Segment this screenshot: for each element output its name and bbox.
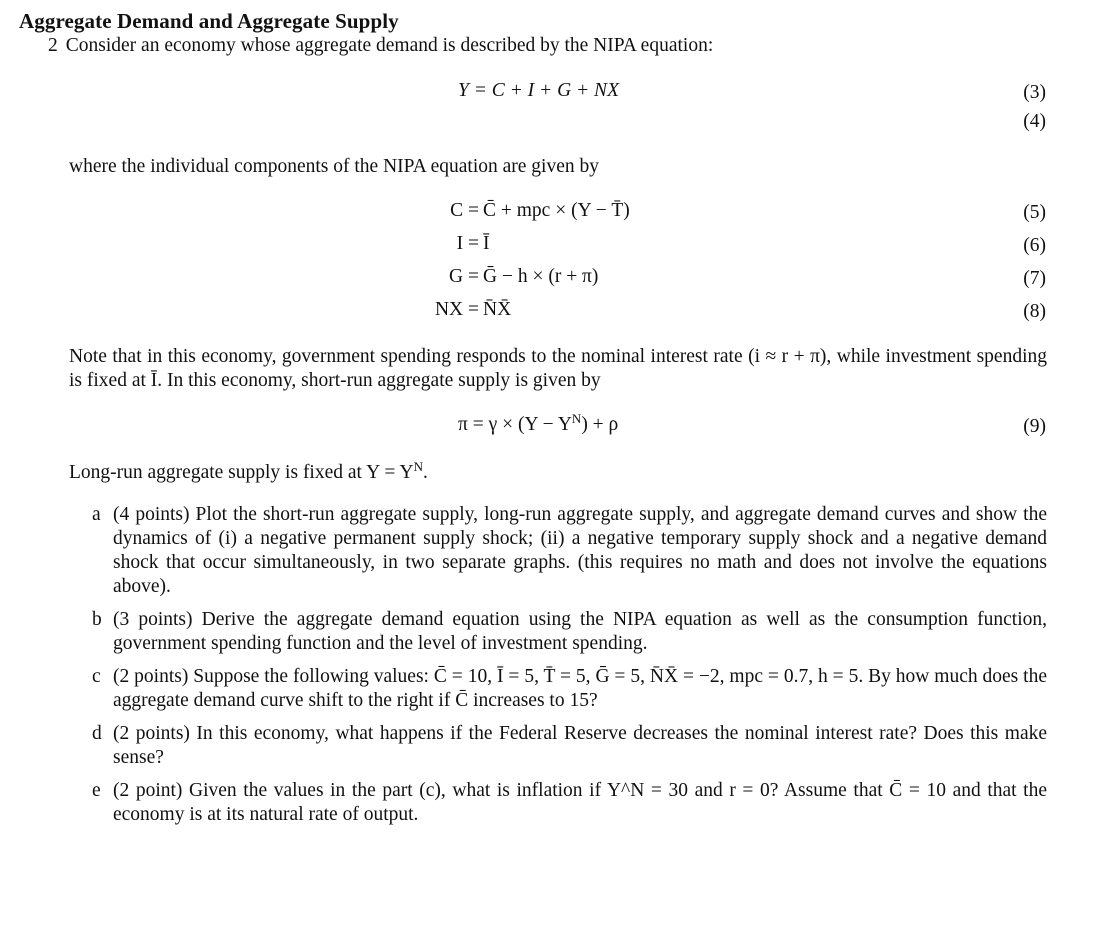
part-c: c (2 points) Suppose the following values: C̄ = 10, Ī = 5, T̄ = 5, Ḡ = 5, N̄X̄ = −2, mpc = 0.7, h = 5. By how much does the aggregate demand curve shift to the right if C̄ increases to 15? <box>92 666 1047 711</box>
section-title: Aggregate Demand and Aggregate Supply <box>19 9 399 33</box>
equation-consumption: C = C̄ + mpc × (Y − T̄) <box>450 200 630 221</box>
equation-number-4: (4) <box>1023 111 1046 132</box>
equation-number-3: (3) <box>1023 82 1046 103</box>
problem-number: 2 <box>48 35 58 56</box>
part-b: b (3 points) Derive the aggregate demand equation using the NIPA equation as well as the consumption function, government spending function and the level of investment spending. <box>92 609 1047 654</box>
equation-number-7: (7) <box>1023 268 1046 289</box>
equation-number-9: (9) <box>1023 416 1046 437</box>
part-d: d (2 points) In this economy, what happens if the Federal Reserve decreases the nominal interest rate? Does this make sense? <box>92 723 1047 768</box>
equation-number-8: (8) <box>1023 301 1046 322</box>
sras-equation: $\pi = \gamma \times (Y - Y^N) + \rho$ <box>458 411 619 435</box>
lras-sentence: Long-run aggregate supply is fixed at $Y = Y^N$. <box>69 459 428 483</box>
equation-number-5: (5) <box>1023 202 1046 223</box>
part-a: a (4 points) Plot the short-run aggregate supply, long-run aggregate supply, and aggregate demand curves and show the dynamics of (i) a negative permanent supply shock; (ii) a negative temporary supply shock and a negative demand shock that occur simultaneously, in two separate graphs. (this requires no math and does not involve the equations above). <box>92 504 1047 597</box>
problem-intro <box>48 35 713 57</box>
problem-intro-text: Consider an economy whose aggregate demand is described by the NIPA equation: <box>65 35 714 56</box>
part-e: e (2 point) Given the values in the part (c), what is inflation if Y^N = 30 and r = 0? Assume that C̄ = 10 and that the economy is at its natural rate of output. <box>92 780 1047 825</box>
equation-government: G = Ḡ − h × (r + π) <box>449 266 599 287</box>
equation-number-6: (6) <box>1023 235 1046 256</box>
components-intro: where the individual components of the NIPA equation are given by <box>69 156 599 177</box>
equation-net-exports: NX = N̄X̄ <box>434 299 512 320</box>
note-paragraph: Note that in this economy, government spending responds to the nominal interest rate (i ≈ r + π), while investment spending is fixed at Ī. In this economy, short-run aggregate supply is given by <box>69 346 1047 391</box>
equation-investment: I = Ī <box>456 233 490 254</box>
nipa-equation: Y = C + I + G + NX <box>458 80 619 101</box>
